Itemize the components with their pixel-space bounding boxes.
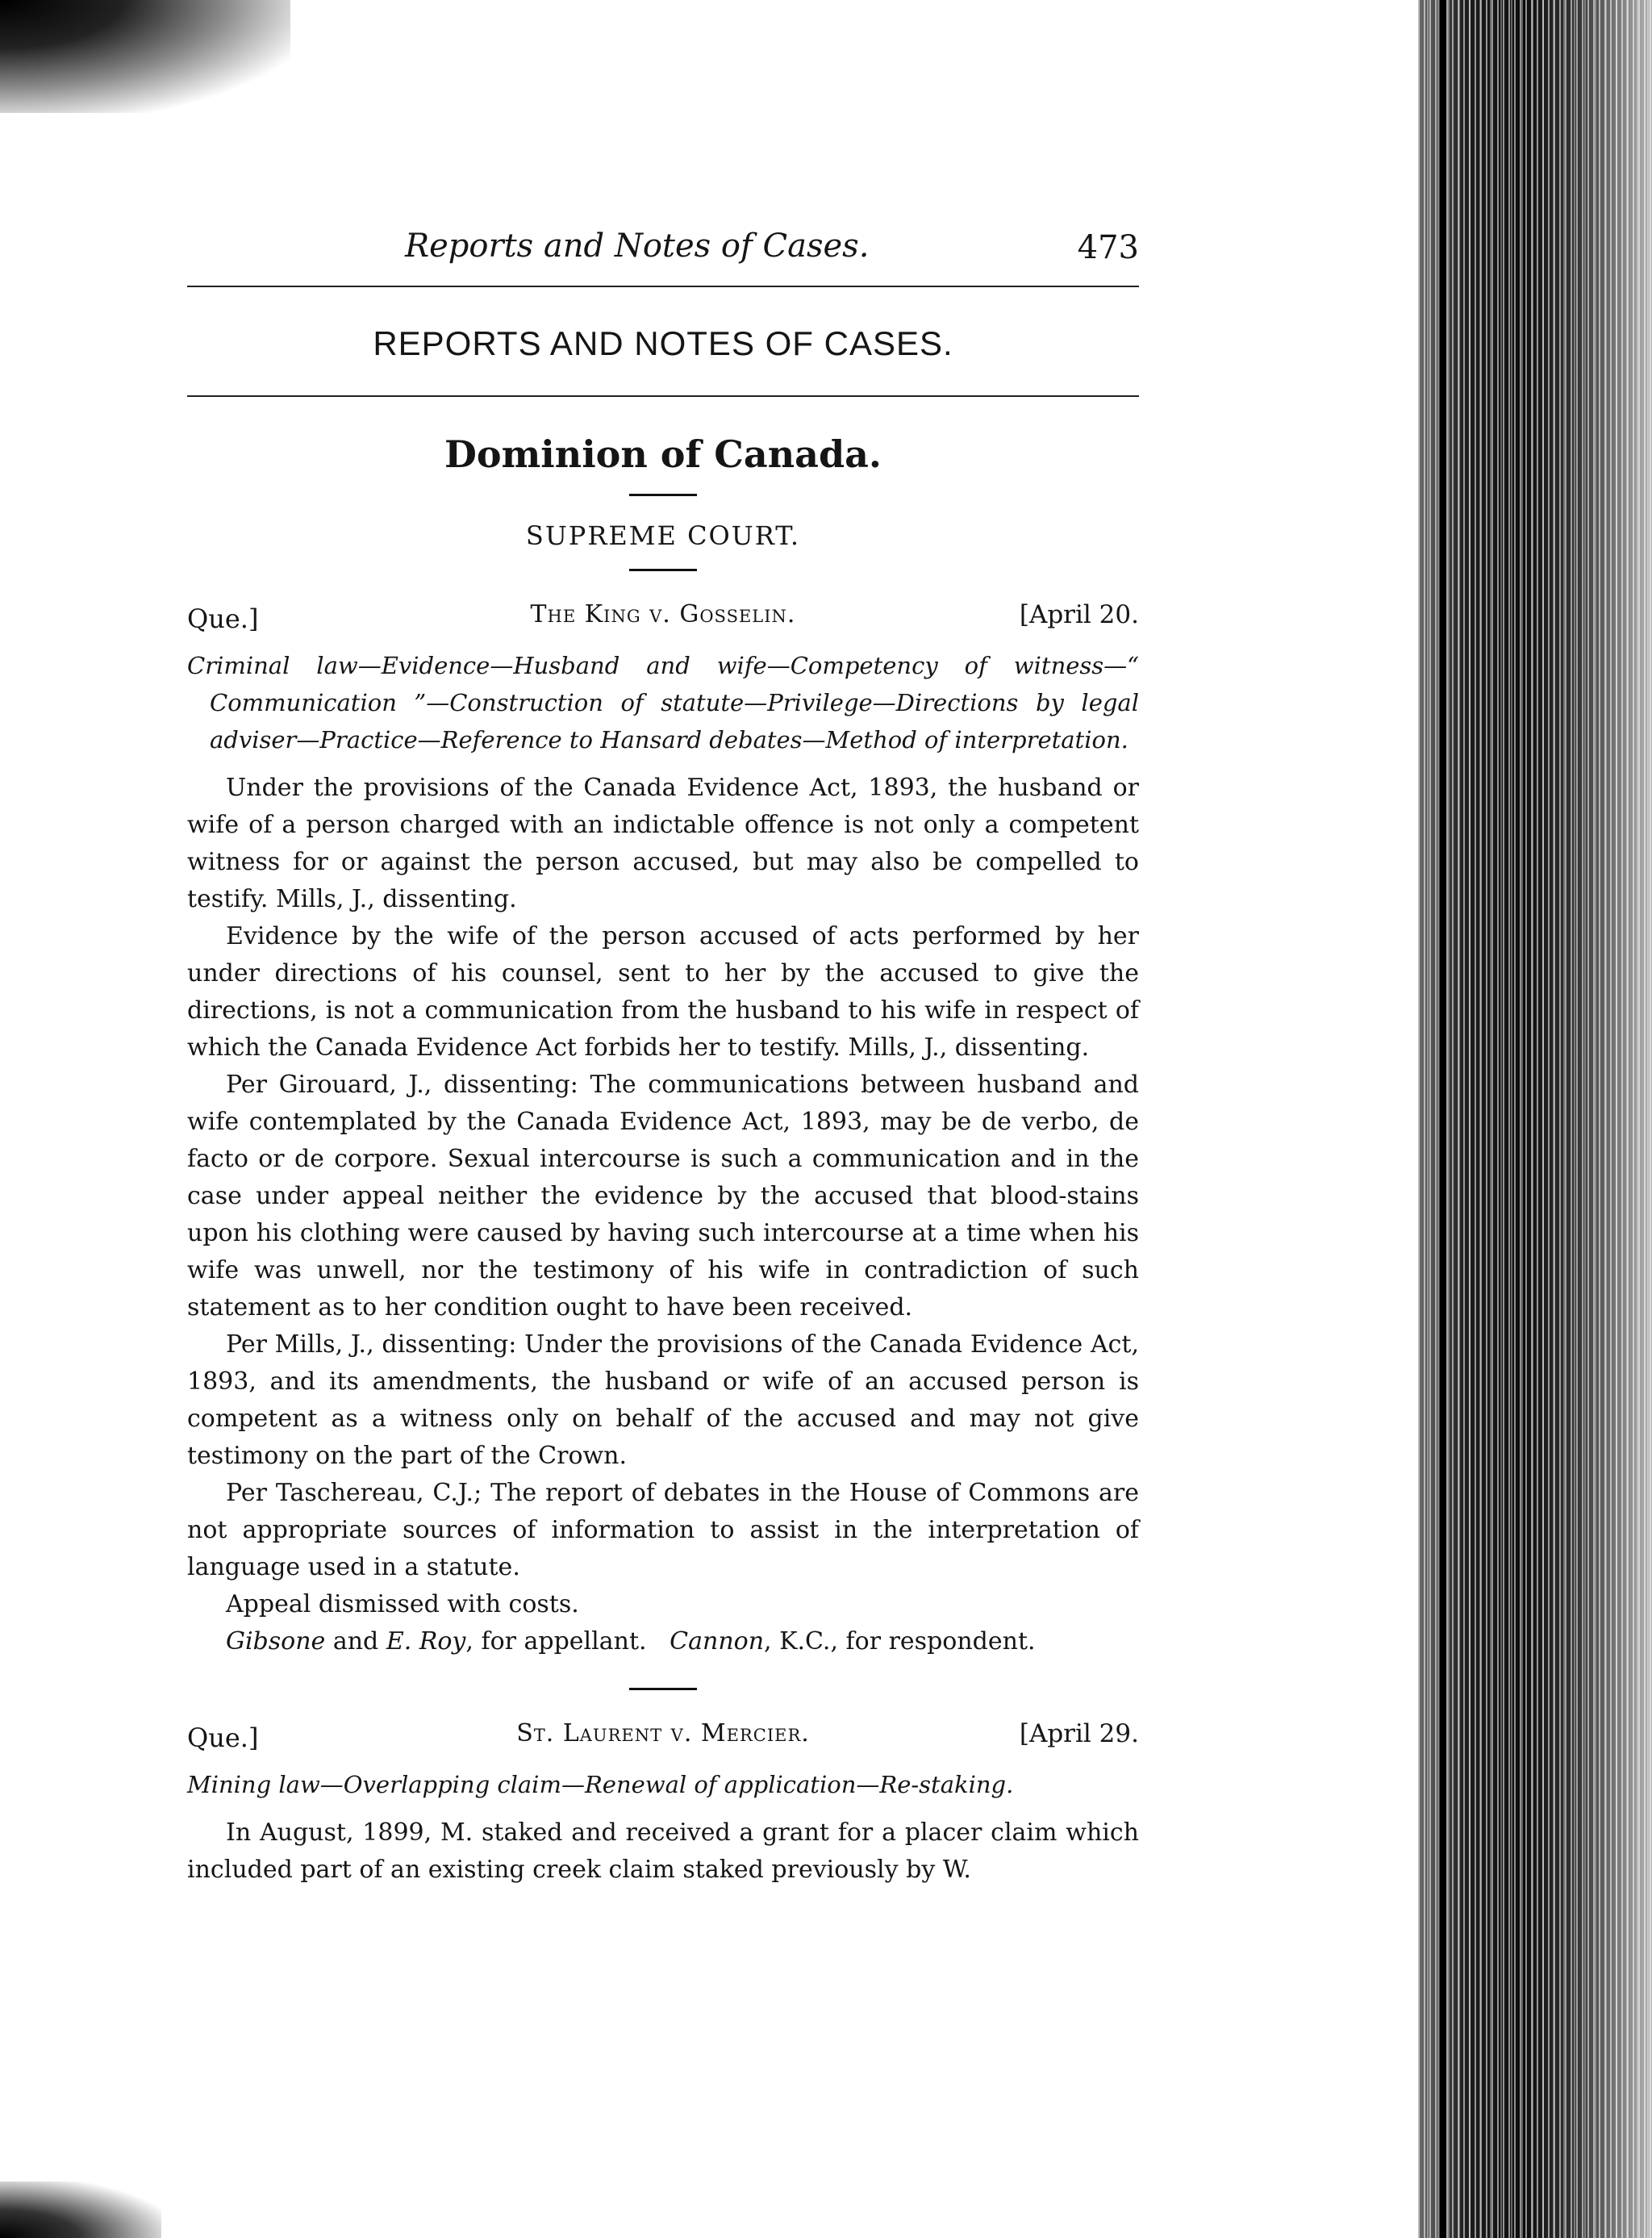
book-spine-edge — [1418, 0, 1652, 2238]
court-heading: SUPREME COURT. — [525, 520, 801, 551]
scan-shadow-bottom-left — [0, 2182, 161, 2238]
counsel-appellant-1: Gibsone — [226, 1627, 326, 1656]
counsel-for-appellant: , for appellant. — [465, 1627, 647, 1656]
case-date: [April 29. — [1019, 1719, 1139, 1748]
counsel-respondent: Cannon — [670, 1627, 765, 1656]
case-header — [187, 1716, 1139, 1756]
case-province: Que.] — [187, 1722, 259, 1753]
page-number: 473 — [1077, 229, 1139, 266]
case-paragraph: Evidence by the wife of the person accused of acts performed by her under directions of his counsel, sent to her by the accused to give the directions, is not a communication from the husband to his wife in respect of which the Canada Evidence Act forbids her to testify. Mills, J., dissenting. — [187, 922, 1139, 1062]
header-rule — [187, 286, 1139, 287]
counsel-for-respondent: , K.C., for respondent. — [764, 1627, 1036, 1656]
case-headnote: Mining law—Overlapping claim—Renewal of application—Re-staking. — [187, 1771, 1014, 1798]
counsel-appellant-2: E. Roy — [386, 1627, 466, 1656]
case-paragraph: Per Mills, J., dissenting: Under the provisions of the Canada Evidence Act, 1893, and its amendments, the husband or wife of an accused person is competent as a witness only on behalf of the accused and may not give testimony on the part of the Crown. — [187, 1330, 1139, 1470]
page — [187, 218, 1139, 1889]
counsel-and: and — [332, 1627, 379, 1656]
case-paragraph: Per Girouard, J., dissenting: The communications between husband and wife contemplated by the Canada Evidence Act, 1893, may be de verbo, de facto or de corpore. Sexual intercourse is such a communication and in the case under appeal neither the evidence by the accused that blood-stains upon his clothing were caused by having such intercourse at a time when his wife was unwell, nor the testimony of his wife in contradiction of such statement as to her condition ought to have been received. — [187, 1071, 1139, 1322]
case-date: [April 20. — [1019, 600, 1139, 629]
short-divider — [629, 494, 697, 496]
case-headnote: Criminal law—Evidence—Husband and wife—Competency of witness—“ Communication ”—Construction of statute—Privilege—Directions by legal adviser—Practice—Reference to Hansard debates—Method of interpretation. — [187, 652, 1139, 754]
running-title: Reports and Notes of Cases. — [405, 228, 870, 265]
case-paragraph: Under the provisions of the Canada Evidence Act, 1893, the husband or wife of a person charged with an indictable offence is not only a competent witness for or against the person accused, but may also be compelled to testify. Mills, J., dissenting. — [187, 774, 1139, 913]
case-paragraph: In August, 1899, M. staked and received a grant for a placer claim which included part of an existing creek claim staked previously by W. — [187, 1818, 1139, 1884]
case-province: Que.] — [187, 603, 259, 634]
section-title: REPORTS AND NOTES OF CASES. — [373, 324, 953, 362]
scan-shadow-top-left — [0, 0, 290, 113]
running-head — [187, 218, 1139, 274]
case-paragraph: Per Taschereau, C.J.; The report of debates in the House of Commons are not appropriate sources of information to assist in the interpretation of language used in a statute. — [187, 1479, 1139, 1581]
section-rule — [187, 395, 1139, 397]
case-header — [187, 597, 1139, 637]
jurisdiction-heading: Dominion of Canada. — [444, 432, 882, 476]
counsel-line — [187, 1623, 1139, 1660]
book-spine-line — [1440, 0, 1446, 2238]
short-divider — [629, 1688, 697, 1690]
case-paragraph: Appeal dismissed with costs. — [226, 1590, 579, 1618]
case-name: St. Laurent v. Mercier. — [516, 1719, 810, 1747]
case-name: The King v. Gosselin. — [530, 600, 796, 628]
short-divider — [629, 569, 697, 571]
